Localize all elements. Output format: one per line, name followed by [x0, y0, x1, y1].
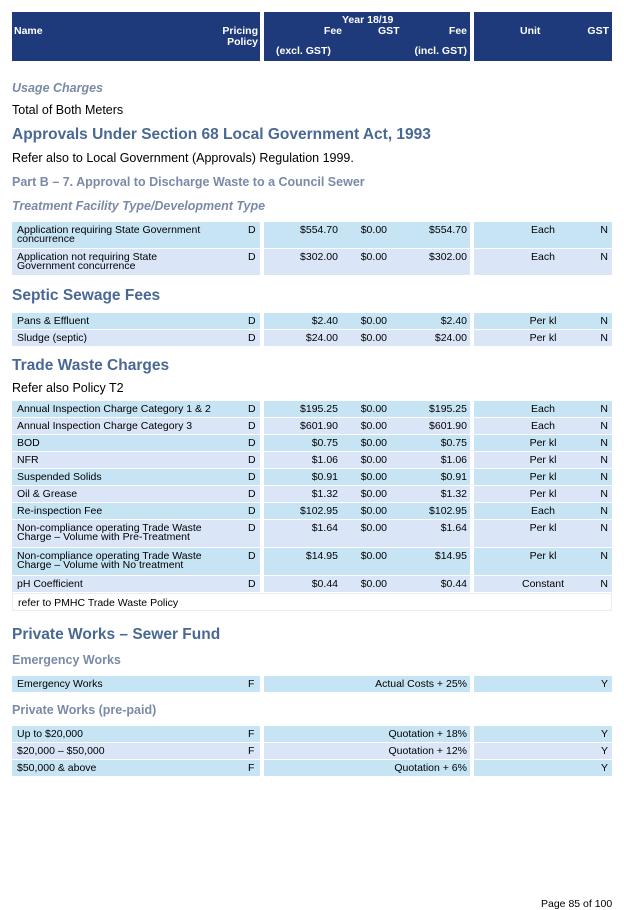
cell-fees [264, 726, 470, 742]
row-name-line: Pans & Effluent [17, 315, 90, 327]
row-policy: D [248, 251, 256, 263]
row-unit: Per kl [529, 488, 557, 500]
header-fee-excl: Fee [323, 25, 342, 37]
row-gst: $0.00 [360, 224, 387, 236]
cell-fees [264, 676, 470, 692]
row-name-line: Government concurrence [17, 260, 136, 272]
table-row [12, 418, 612, 434]
cell-unit [474, 452, 612, 468]
table-row [12, 486, 612, 502]
cell-fees [264, 486, 470, 502]
row-policy: D [248, 332, 256, 344]
row-fee-excl: $0.91 [311, 471, 338, 483]
row-fee-excl: $554.70 [300, 224, 338, 236]
row-fee-excl: $24.00 [305, 332, 338, 344]
row-policy: D [248, 471, 256, 483]
row-name: Emergency Works [17, 678, 103, 690]
row-policy: D [248, 578, 256, 590]
row-fee-excl: $1.32 [311, 488, 338, 500]
cell-unit [474, 743, 612, 759]
header-excl-gst: (excl. GST) [276, 45, 331, 57]
row-unit: Constant [521, 578, 565, 590]
table-row [12, 222, 612, 248]
septic-heading: Septic Sewage Fees [12, 287, 161, 304]
row-unit: Per kl [529, 437, 557, 449]
trade-heading: Trade Waste Charges [12, 357, 170, 374]
row-fee-excl: $0.75 [311, 437, 338, 449]
row-gst: $0.00 [360, 550, 387, 562]
row-name-line: Oil & Grease [17, 488, 78, 500]
row-fee-excl: $601.90 [300, 420, 338, 432]
row-unit: Each [531, 403, 555, 415]
row-gst: $0.00 [360, 522, 387, 534]
row-unit: Each [531, 505, 555, 517]
row-policy: D [248, 488, 256, 500]
row-fee-excl: $0.44 [311, 578, 338, 590]
row-gst-flag: Y [600, 678, 608, 690]
table-row [12, 520, 612, 547]
header-pricing: Pricing [222, 25, 258, 37]
row-gst: $0.00 [360, 454, 387, 466]
row-policy: F [248, 762, 255, 774]
cell-unit [474, 313, 612, 329]
row-gst: $0.00 [360, 505, 387, 517]
row-fee: Quotation + 12% [388, 745, 467, 757]
cell-unit [474, 469, 612, 485]
row-fee-incl: $2.40 [440, 315, 467, 327]
row-name-line: BOD [17, 437, 40, 449]
cell-fees [264, 452, 470, 468]
row-name-line: Sludge (septic) [17, 332, 88, 344]
row-gst: $0.00 [360, 332, 387, 344]
row-gst-flag: N [600, 251, 608, 263]
row-fee-incl: $0.44 [440, 578, 467, 590]
header-fee-incl: Fee [448, 25, 467, 37]
usage-charges-heading: Usage Charges [12, 81, 104, 95]
table-row [12, 435, 612, 451]
cell-fees [264, 548, 470, 575]
approvals-heading: Approvals Under Section 68 Local Government Act, 1993 [12, 126, 431, 143]
row-name: $50,000 & above [17, 762, 97, 774]
header-incl-gst: (incl. GST) [414, 45, 467, 57]
row-gst-flag: N [600, 505, 608, 517]
row-unit: Per kl [529, 471, 557, 483]
row-gst-flag: Y [600, 762, 608, 774]
treatment-heading: Treatment Facility Type/Development Type [12, 199, 266, 213]
cell-name [12, 452, 260, 468]
row-policy: D [248, 403, 256, 415]
table-row [12, 249, 612, 275]
row-name-line: Charge – Volume with No treatment [17, 559, 184, 571]
table-row [12, 726, 612, 742]
row-fee-incl: $1.64 [440, 522, 467, 534]
header-gst-flag: GST [587, 25, 609, 37]
row-fee-incl: $0.91 [440, 471, 467, 483]
row-gst: $0.00 [360, 315, 387, 327]
header-unit-block [474, 12, 612, 61]
row-name: $20,000 – $50,000 [17, 745, 105, 757]
row-gst-flag: N [600, 224, 608, 236]
row-unit: Per kl [529, 522, 557, 534]
row-policy: D [248, 505, 256, 517]
row-policy: D [248, 522, 256, 534]
trade-note-text: refer to PMHC Trade Waste Policy [18, 597, 179, 609]
cell-fees [264, 520, 470, 547]
row-unit: Per kl [529, 332, 557, 344]
row-fee-incl: $302.00 [429, 251, 467, 263]
row-gst: $0.00 [360, 437, 387, 449]
cell-fees [264, 313, 470, 329]
row-policy: D [248, 437, 256, 449]
cell-fees [264, 222, 470, 248]
row-fee-excl: $102.95 [300, 505, 338, 517]
table-row [12, 503, 612, 519]
table-row [12, 313, 612, 329]
row-fee-incl: $24.00 [434, 332, 467, 344]
table-row [12, 452, 612, 468]
cell-fees [264, 469, 470, 485]
row-name-line: Annual Inspection Charge Category 1 & 2 [17, 403, 211, 415]
cell-unit [474, 401, 612, 417]
header-unit: Unit [520, 25, 541, 37]
row-gst-flag: Y [600, 728, 608, 740]
cell-unit [474, 418, 612, 434]
row-fee-incl: $1.32 [440, 488, 467, 500]
table-row [12, 676, 612, 692]
row-gst-flag: N [600, 332, 608, 344]
cell-unit [474, 435, 612, 451]
table-row [12, 576, 612, 592]
table-row [12, 548, 612, 575]
cell-unit [474, 576, 612, 592]
cell-name [12, 435, 260, 451]
row-name-line: Suspended Solids [17, 471, 102, 483]
row-fee-excl: $302.00 [300, 251, 338, 263]
row-gst: $0.00 [360, 488, 387, 500]
cell-fees [264, 401, 470, 417]
cell-unit [474, 726, 612, 742]
table-row [12, 330, 612, 346]
row-unit: Each [531, 251, 555, 263]
row-unit: Per kl [529, 454, 557, 466]
cell-unit [474, 760, 612, 776]
row-fee-excl: $1.06 [311, 454, 338, 466]
row-policy: D [248, 420, 256, 432]
row-name-line: Re-inspection Fee [17, 505, 103, 517]
header-gst: GST [378, 25, 400, 37]
row-gst-flag: N [600, 420, 608, 432]
cell-unit [474, 486, 612, 502]
header-policy: Policy [227, 36, 258, 48]
cell-fees [264, 760, 470, 776]
table-row [12, 401, 612, 417]
cell-unit [474, 520, 612, 547]
row-gst: $0.00 [360, 420, 387, 432]
row-name-line: Charge – Volume with Pre-Treatment [17, 531, 190, 543]
cell-fees [264, 435, 470, 451]
row-fee-excl: $195.25 [300, 403, 338, 415]
row-gst-flag: N [600, 550, 608, 562]
prepaid-heading: Private Works (pre-paid) [12, 703, 157, 717]
table-row [12, 760, 612, 776]
header-fee-block [264, 12, 470, 61]
row-fee-incl: $0.75 [440, 437, 467, 449]
row-name: Up to $20,000 [17, 728, 83, 740]
row-fee-excl: $1.64 [311, 522, 338, 534]
row-unit: Each [531, 420, 555, 432]
row-fee-excl: $2.40 [311, 315, 338, 327]
trade-ref: Refer also Policy T2 [12, 381, 124, 395]
row-name-line: Non-compliance operating Trade Waste [17, 522, 202, 534]
row-gst-flag: N [600, 488, 608, 500]
total-both-meters: Total of Both Meters [12, 103, 124, 117]
cell-fees [264, 249, 470, 275]
private-works-heading: Private Works – Sewer Fund [12, 626, 221, 643]
row-fee-incl: $1.06 [440, 454, 467, 466]
cell-unit [474, 548, 612, 575]
row-gst-flag: N [600, 315, 608, 327]
row-gst-flag: N [600, 522, 608, 534]
header-year: Year 18/19 [342, 14, 394, 26]
row-gst-flag: Y [600, 745, 608, 757]
row-fee-incl: $14.95 [434, 550, 467, 562]
row-gst: $0.00 [360, 578, 387, 590]
cell-fees [264, 330, 470, 346]
cell-fees [264, 503, 470, 519]
row-gst-flag: N [600, 403, 608, 415]
row-gst: $0.00 [360, 251, 387, 263]
page-footer: Page 85 of 100 [541, 898, 613, 910]
row-fee-incl: $102.95 [429, 505, 467, 517]
table-row [12, 469, 612, 485]
row-name-line: Application requiring State Government [17, 224, 201, 236]
row-policy: D [248, 454, 256, 466]
row-gst-flag: N [600, 454, 608, 466]
row-name-line: Annual Inspection Charge Category 3 [17, 420, 193, 432]
fee-schedule-page [12, 12, 612, 774]
row-gst-flag: N [600, 578, 608, 590]
table-header [12, 12, 612, 61]
cell-unit [474, 222, 612, 248]
row-fee: Quotation + 18% [388, 728, 467, 740]
row-gst-flag: N [600, 471, 608, 483]
row-unit: Each [531, 224, 555, 236]
row-fee-incl: $601.90 [429, 420, 467, 432]
row-policy: D [248, 315, 256, 327]
row-unit: Per kl [529, 315, 557, 327]
row-name-line: NFR [17, 454, 39, 466]
row-policy: F [248, 728, 255, 740]
row-name-line: concurrence [17, 233, 75, 245]
row-fee-incl: $195.25 [429, 403, 467, 415]
row-gst-flag: N [600, 437, 608, 449]
cell-unit [474, 676, 612, 692]
cell-fees [264, 418, 470, 434]
row-fee: Quotation + 6% [394, 762, 467, 774]
table-row [12, 743, 612, 759]
row-unit: Per kl [529, 550, 557, 562]
row-policy: D [248, 224, 256, 236]
approvals-ref: Refer also to Local Government (Approvals) Regulation 1999. [12, 151, 354, 165]
row-name-line: pH Coefficient [17, 578, 83, 590]
cell-fees [264, 743, 470, 759]
part-b-heading: Part B – 7. Approval to Discharge Waste to a Council Sewer [12, 175, 365, 189]
header-name: Name [14, 25, 43, 37]
row-fee-incl: $554.70 [429, 224, 467, 236]
row-policy: D [248, 550, 256, 562]
row-policy: F [248, 678, 255, 690]
row-fee: Actual Costs + 25% [375, 678, 467, 690]
emergency-heading: Emergency Works [12, 653, 121, 667]
trade-note [12, 593, 612, 611]
cell-unit [474, 503, 612, 519]
cell-fees [264, 576, 470, 592]
cell-unit [474, 330, 612, 346]
row-name-line: Application not requiring State [17, 251, 158, 263]
row-fee-excl: $14.95 [305, 550, 338, 562]
cell-unit [474, 249, 612, 275]
row-gst: $0.00 [360, 471, 387, 483]
row-gst: $0.00 [360, 403, 387, 415]
row-name-line: Non-compliance operating Trade Waste [17, 550, 202, 562]
row-policy: F [248, 745, 255, 757]
header-name-block [12, 12, 260, 61]
